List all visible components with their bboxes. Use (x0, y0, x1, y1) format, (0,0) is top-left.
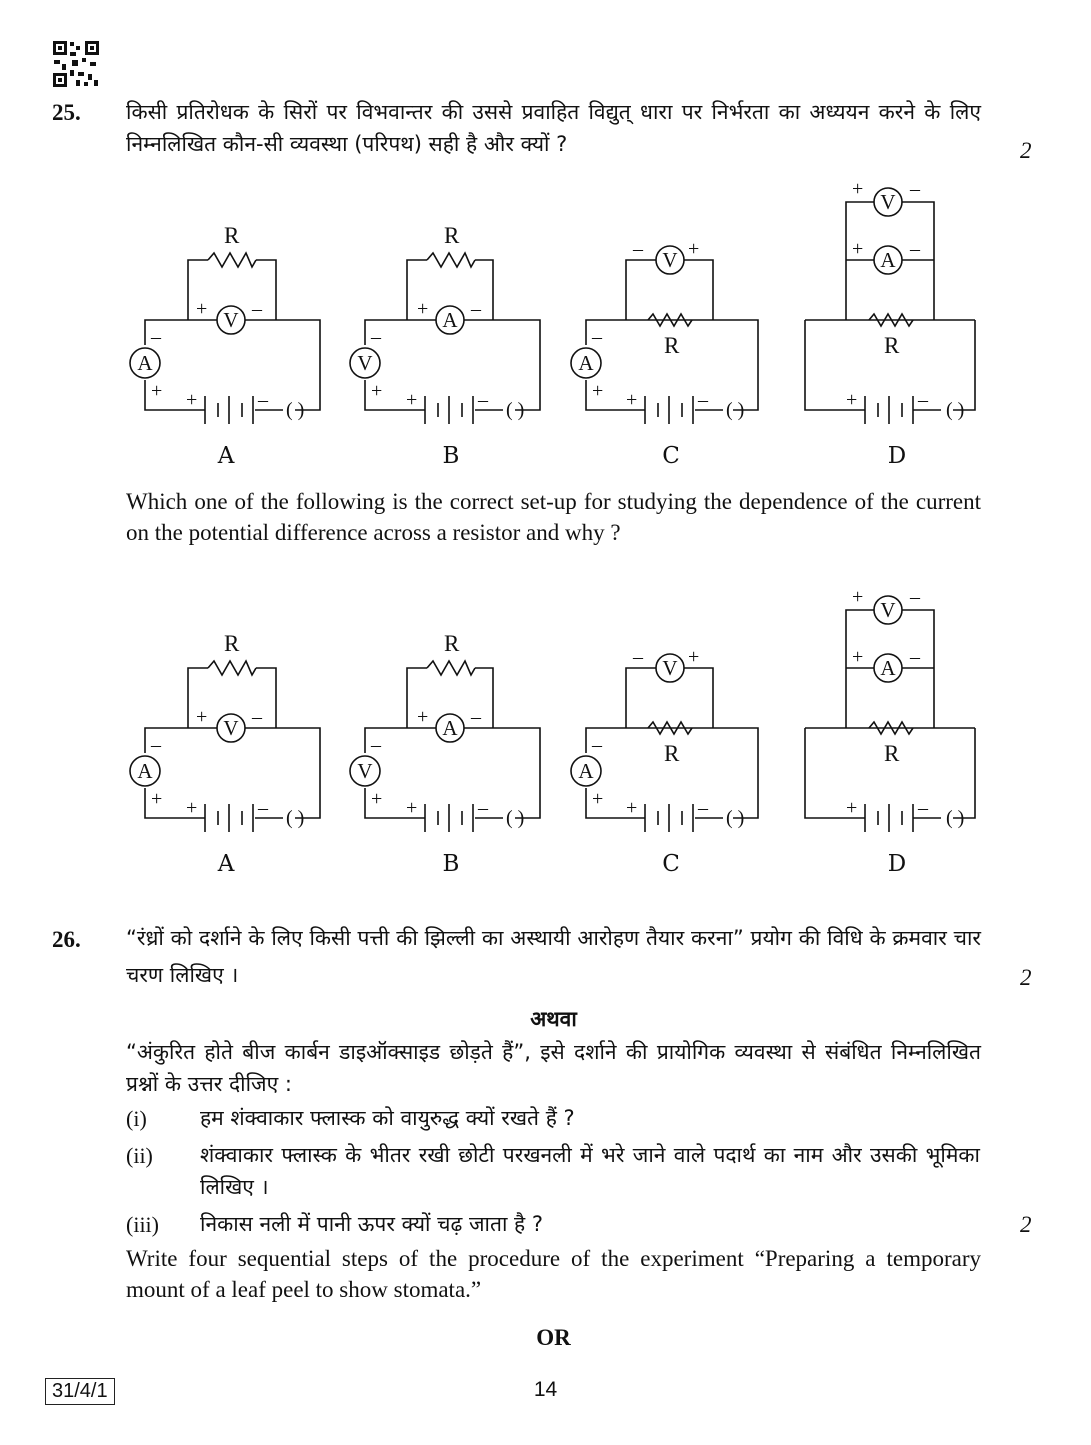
item-ii-text: शंक्वाकार फ्लास्क के भीतर रखी छोटी परखनली में भरे जाने वाले पदार्थ का नाम और उसकी भूमिका लिखिए । (200, 1143, 980, 1199)
svg-text:( ): ( ) (506, 399, 525, 421)
circuit-label-a: A (217, 443, 235, 469)
svg-text:+: + (186, 797, 198, 819)
svg-text:( ): ( ) (726, 399, 745, 421)
svg-text:–: – (151, 734, 161, 756)
circuit-label-b-en: B (442, 851, 460, 877)
circuit-diagrams-english (0, 583, 1091, 883)
svg-text:–: – (910, 646, 920, 668)
svg-text:A: A (137, 351, 153, 375)
svg-text:( ): ( ) (946, 399, 965, 421)
circuit-label-a-en: A (217, 851, 235, 877)
svg-text:R: R (224, 631, 240, 656)
svg-text:+: + (846, 797, 858, 819)
svg-text:V: V (662, 248, 678, 272)
svg-text:V: V (662, 656, 678, 680)
svg-text:R: R (664, 333, 680, 358)
circuit-d (805, 188, 975, 424)
item-ii-label: (ii) (126, 1143, 153, 1168)
svg-text:–: – (633, 238, 643, 260)
svg-text:+: + (151, 380, 163, 402)
svg-text:A: A (578, 759, 594, 783)
svg-text:+: + (688, 646, 700, 668)
svg-text:+: + (406, 797, 418, 819)
paper-code: 31/4/1 (45, 1378, 115, 1405)
svg-text:–: – (918, 389, 928, 411)
q26-number: 26. (52, 927, 81, 952)
svg-text:+: + (196, 298, 208, 320)
q26-or-intro: “अंकुरित होते बीज कार्बन डाइऑक्साइड छोड़ते हैं”, इसे दर्शाने की प्रायोगिक व्यवस्था से संबंधित निम्नलिखित प्रश्नों के उत्तर दीजिए : (126, 1040, 981, 1096)
svg-text:+: + (852, 238, 864, 260)
svg-text:+: + (626, 797, 638, 819)
q25-number: 25. (52, 100, 81, 125)
circuit-label-c: C (662, 443, 680, 469)
svg-text:V: V (223, 308, 239, 332)
q26-marks: 2 (1020, 965, 1032, 990)
svg-text:+: + (406, 389, 418, 411)
svg-text:+: + (592, 380, 604, 402)
svg-text:+: + (852, 178, 864, 200)
qr-code-icon (52, 40, 100, 88)
svg-text:–: – (471, 298, 481, 320)
svg-text:–: – (371, 734, 381, 756)
svg-text:V: V (880, 598, 896, 622)
circuit-label-b: B (442, 443, 460, 469)
svg-text:V: V (223, 716, 239, 740)
svg-text:–: – (252, 298, 262, 320)
svg-text:R: R (444, 223, 460, 248)
svg-text:–: – (471, 706, 481, 728)
or-hindi-heading: अथवा (530, 1007, 577, 1031)
q25-marks: 2 (1020, 138, 1032, 163)
svg-text:+: + (371, 788, 383, 810)
svg-text:+: + (196, 706, 208, 728)
svg-text:( ): ( ) (286, 399, 305, 421)
svg-text:V: V (357, 759, 373, 783)
svg-text:V: V (880, 190, 896, 214)
item-i-text: हम शंक्वाकार फ्लास्क को वायुरुद्ध क्यों रखते हैं ? (200, 1106, 575, 1130)
svg-text:–: – (633, 646, 643, 668)
svg-text:–: – (698, 797, 708, 819)
svg-text:–: – (258, 389, 268, 411)
q25-hindi-text: किसी प्रतिरोधक के सिरों पर विभवान्तर की उससे प्रवाहित विद्युत् धारा पर निर्भरता का अध्ययन करने के लिए निम्नलिखित कौन-सी व्यवस्था (परिपथ) सही है और क्यों ? (126, 100, 981, 156)
svg-text:–: – (910, 586, 920, 608)
svg-text:A: A (578, 351, 594, 375)
svg-text:+: + (186, 389, 198, 411)
svg-text:+: + (151, 788, 163, 810)
svg-text:–: – (592, 734, 602, 756)
svg-text:A: A (880, 248, 896, 272)
svg-text:+: + (371, 380, 383, 402)
circuit-label-d-en: D (887, 851, 907, 877)
svg-text:+: + (626, 389, 638, 411)
svg-text:–: – (371, 326, 381, 348)
svg-text:A: A (880, 656, 896, 680)
svg-text:–: – (698, 389, 708, 411)
svg-text:–: – (258, 797, 268, 819)
q26-hindi-text: “रंध्रों को दर्शाने के लिए किसी पत्ती की झिल्ली का अस्थायी आरोहण तैयार करना” प्रयोग की विधि के क्रमवार चार चरण लिखिए । (126, 926, 981, 987)
q25-english-text: Which one of the following is the correct set-up for studying the dependence of the current on the potential difference across a resistor and why ? (126, 489, 981, 545)
svg-text:A: A (137, 759, 153, 783)
svg-text:+: + (592, 788, 604, 810)
svg-text:( ): ( ) (726, 807, 745, 829)
item-iii-label: (iii) (126, 1212, 159, 1237)
svg-text:–: – (478, 797, 488, 819)
svg-text:+: + (846, 389, 858, 411)
svg-text:( ): ( ) (286, 807, 305, 829)
svg-text:R: R (664, 741, 680, 766)
circuit-label-d: D (887, 443, 907, 469)
svg-text:A: A (442, 308, 458, 332)
svg-text:A: A (442, 716, 458, 740)
or-english-heading: OR (536, 1325, 571, 1350)
svg-text:R: R (444, 631, 460, 656)
svg-text:–: – (592, 326, 602, 348)
svg-text:–: – (252, 706, 262, 728)
page-number: 14 (533, 1378, 558, 1401)
svg-text:+: + (417, 706, 429, 728)
svg-text:+: + (852, 646, 864, 668)
circuit-diagrams-hindi (0, 175, 1091, 475)
svg-text:( ): ( ) (506, 807, 525, 829)
q26-or-marks: 2 (1020, 1212, 1032, 1237)
svg-text:R: R (224, 223, 240, 248)
svg-text:R: R (884, 333, 900, 358)
svg-text:–: – (918, 797, 928, 819)
svg-text:–: – (478, 389, 488, 411)
svg-text:–: – (910, 178, 920, 200)
item-iii-text: निकास नली में पानी ऊपर क्यों चढ़ जाता है ? (200, 1212, 544, 1236)
svg-text:V: V (357, 351, 373, 375)
svg-text:+: + (417, 298, 429, 320)
svg-text:+: + (688, 238, 700, 260)
svg-text:–: – (151, 326, 161, 348)
item-i-label: (i) (126, 1106, 147, 1131)
q26-english-text: Write four sequential steps of the procedure of the experiment “Preparing a temporary mount of a leaf peel to show stomata.” (126, 1246, 981, 1302)
svg-text:–: – (910, 238, 920, 260)
svg-text:R: R (884, 741, 900, 766)
svg-text:+: + (852, 586, 864, 608)
circuit-label-c-en: C (662, 851, 680, 877)
svg-text:( ): ( ) (946, 807, 965, 829)
